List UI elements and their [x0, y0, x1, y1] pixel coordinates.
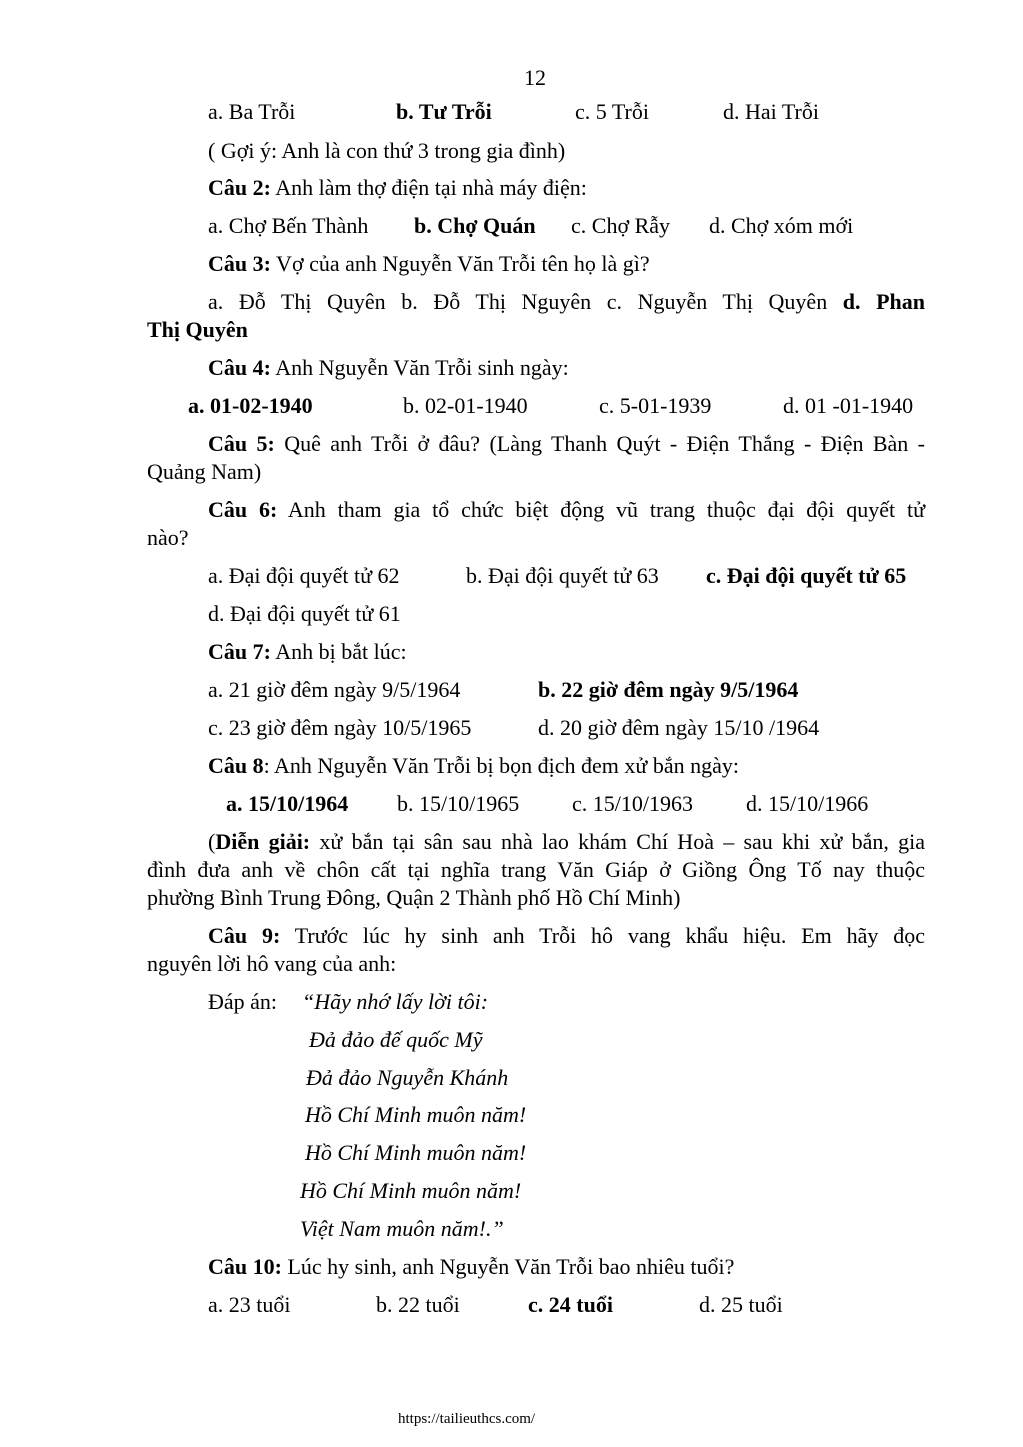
question-9-label: Câu 9:	[208, 923, 281, 948]
slogan-line-1: “Hãy nhớ lấy lời tôi:	[302, 989, 489, 1014]
q7-option-c: c. 23 giờ đêm ngày 10/5/1965	[208, 715, 472, 740]
q8-option-a-answer: a. 15/10/1964	[226, 791, 349, 816]
question-2-text: Anh làm thợ điện tại nhà máy điện:	[270, 175, 587, 200]
q6-option-c-answer: c. Đại đội quyết tử 65	[706, 563, 907, 588]
question-7	[208, 638, 407, 666]
q2-option-a: a. Chợ Bến Thành	[208, 213, 369, 238]
slogan-line-7: Việt Nam muôn năm!.”	[300, 1216, 504, 1241]
q7-option-a: a. 21 giờ đêm ngày 9/5/1964	[208, 677, 461, 702]
question-6-text-line2: nào?	[147, 525, 189, 550]
slogan-line-2: Đả đảo đế quốc Mỹ	[309, 1027, 483, 1052]
question-4	[208, 354, 569, 382]
question-5-label: Câu 5:	[208, 431, 275, 456]
q10-option-c-answer: c. 24 tuổi	[528, 1292, 613, 1317]
question-4-text: Anh Nguyễn Văn Trỗi sinh ngày:	[270, 355, 569, 380]
explanation-line3: phường Bình Trung Đông, Quận 2 Thành phố Hồ Chí Minh)	[147, 885, 681, 910]
explanation-open-paren: (	[208, 829, 216, 854]
question-8	[208, 752, 739, 780]
explanation-label: Diễn giải:	[215, 829, 311, 854]
question-3-text: Vợ của anh Nguyễn Văn Trỗi tên họ là gì?	[270, 251, 650, 276]
page-number: 12	[524, 65, 546, 90]
q8-option-b: b. 15/10/1965	[397, 791, 520, 816]
q3-answer-part1: d. Phan	[842, 289, 926, 314]
question-9-text-line1: Trước lúc hy sinh anh Trỗi hô vang khẩu hiệu. Em hãy đọc	[280, 923, 925, 948]
q7-option-d: d. 20 giờ đêm ngày 15/10 /1964	[538, 715, 820, 740]
question-2	[208, 174, 587, 202]
question-6-text-line1: Anh tham gia tổ chức biệt động vũ trang thuộc đại đội quyết tử	[277, 497, 925, 522]
q4-option-a-answer: a. 01-02-1940	[188, 393, 313, 418]
question-2-label: Câu 2:	[208, 175, 271, 200]
q6-option-b: b. Đại đội quyết tử 63	[466, 563, 659, 588]
q6-option-a: a. Đại đội quyết tử 62	[208, 563, 400, 588]
slogan-line-4: Hồ Chí Minh muôn năm!	[305, 1102, 527, 1127]
question-5-text-line1: Quê anh Trỗi ở đâu? (Làng Thanh Quýt - Điện Thắng - Điện Bàn -	[274, 431, 926, 456]
slogan-line-6: Hồ Chí Minh muôn năm!	[300, 1178, 522, 1203]
slogan-line-3: Đả đảo Nguyễn Khánh	[306, 1065, 509, 1090]
question-3	[208, 250, 650, 278]
q3-options-line	[208, 288, 925, 316]
q2-option-c: c. Chợ Rẫy	[571, 213, 671, 238]
q8-option-d: d. 15/10/1966	[746, 791, 869, 816]
q1-option-b-answer: b. Tư Trỗi	[396, 99, 492, 124]
explanation-text-1: xử bắn tại sân sau nhà lao khám Chí Hoà – sau khi xử bắn, gia	[310, 829, 925, 854]
q7-option-b-answer: b. 22 giờ đêm ngày 9/5/1964	[538, 677, 799, 702]
question-9-text-line2: nguyên lời hô vang của anh:	[147, 951, 397, 976]
question-7-label: Câu 7:	[208, 639, 271, 664]
q10-option-d: d. 25 tuổi	[699, 1292, 783, 1317]
question-10-text: Lúc hy sinh, anh Nguyễn Văn Trỗi bao nhiêu tuổi?	[281, 1254, 735, 1279]
explanation-line1	[208, 828, 925, 856]
question-3-label: Câu 3:	[208, 251, 271, 276]
explanation-line2: đình đưa anh về chôn cất tại nghĩa trang Văn Giáp ở Giồng Ông Tố nay thuộc	[147, 857, 925, 882]
question-6	[208, 496, 925, 524]
question-7-text: Anh bị bắt lúc:	[270, 639, 407, 664]
question-9	[208, 922, 925, 950]
q2-option-d: d. Chợ xóm mới	[709, 213, 854, 238]
q1-hint: ( Gợi ý: Anh là con thứ 3 trong gia đình)	[208, 138, 566, 163]
question-4-label: Câu 4:	[208, 355, 271, 380]
q3-answer-part2: Thị Quyên	[147, 317, 248, 342]
q4-option-c: c. 5-01-1939	[599, 393, 712, 418]
q4-option-d: d. 01 -01-1940	[783, 393, 914, 418]
q10-option-a: a. 23 tuổi	[208, 1292, 291, 1317]
answer-label: Đáp án:	[208, 989, 278, 1014]
question-10	[208, 1253, 734, 1281]
question-8-text: : Anh Nguyễn Văn Trỗi bị bọn địch đem xử bắn ngày:	[263, 753, 739, 778]
q2-option-b-answer: b. Chợ Quán	[414, 213, 536, 238]
question-8-label: Câu 8	[208, 753, 264, 778]
q10-option-b: b. 22 tuổi	[376, 1292, 460, 1317]
q3-options-abc: a. Đỗ Thị Quyên b. Đỗ Thị Nguyên c. Nguyễn Thị Quyên	[208, 289, 828, 314]
q6-option-d: d. Đại đội quyết tử 61	[208, 601, 401, 626]
q1-option-d: d. Hai Trỗi	[723, 99, 819, 124]
question-10-label: Câu 10:	[208, 1254, 282, 1279]
q4-option-b: b. 02-01-1940	[403, 393, 528, 418]
question-5	[208, 430, 925, 458]
q8-option-c: c. 15/10/1963	[572, 791, 693, 816]
q1-option-a: a. Ba Trỗi	[208, 99, 296, 124]
question-6-label: Câu 6:	[208, 497, 278, 522]
slogan-line-5: Hồ Chí Minh muôn năm!	[305, 1140, 527, 1165]
question-5-text-line2: Quảng Nam)	[147, 459, 262, 484]
footer-url: https://tailieuthcs.com/	[398, 1411, 536, 1427]
q1-option-c: c. 5 Trỗi	[575, 99, 649, 124]
